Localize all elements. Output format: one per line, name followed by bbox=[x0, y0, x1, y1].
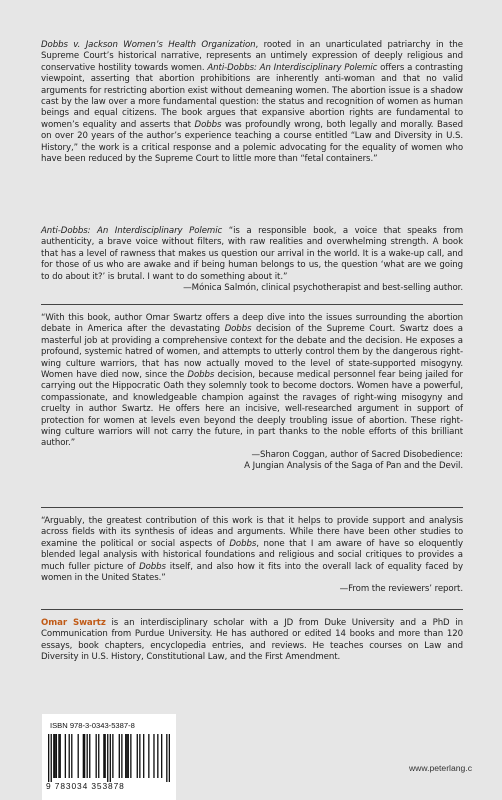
text-segment: “With this book, author Omar Swartz offers a deep dive into the issues surrounding the abortion debate in America after the devastating bbox=[41, 313, 463, 335]
text-segment: offers a contrasting viewpoint, asserting that abortion prohibitions are inherently anti-woman and that no valid arguments for restricting abortion exist without demeaning women. The abortion issue is a shadow cast by the law over a more fundamental question: the status and recognition of women as human beings and equal citizens. The book argues that expansive abortion rights are fundamental to women’s equality and asserts that bbox=[41, 62, 463, 130]
publisher-website[interactable]: www.peterlang.c bbox=[408, 763, 472, 773]
barcode-bar bbox=[56, 734, 57, 778]
barcode-bar bbox=[103, 734, 104, 778]
barcode-bar bbox=[130, 734, 131, 778]
barcode-bars bbox=[48, 734, 170, 782]
review-coggan-attribution-line2: A Jungian Analysis of the Saga of Pan and the Devil. bbox=[244, 461, 463, 472]
author-bio-text: is an interdisciplinary scholar with a JD from Duke University and a PhD in Communication from Purdue University. He has authored or edited 14 books and more than 120 essays, book chapters, encyclopedia entries, and reviews. He teaches courses on Law and Diversity in U.S. History, Constitutional Law, and the First Amendment. bbox=[41, 618, 463, 663]
isbn-label: ISBN 978-3-0343-5387-8 bbox=[50, 721, 135, 730]
review-salmon-attribution: —Mónica Salmón, clinical psychotherapist and best-selling author. bbox=[183, 283, 463, 294]
barcode-bar bbox=[128, 734, 129, 778]
author-bio bbox=[41, 618, 463, 664]
intro-blurb bbox=[41, 40, 463, 165]
barcode-bar bbox=[78, 734, 79, 778]
barcode-bar bbox=[107, 734, 108, 782]
text-segment: itself, and also how it fits into the overall lack of equality faced by women in the United States.” bbox=[41, 561, 463, 584]
text-segment: Dobbs bbox=[229, 538, 257, 549]
divider-1 bbox=[41, 304, 463, 305]
barcode-bar bbox=[110, 734, 111, 782]
barcode-bar bbox=[83, 734, 84, 778]
divider-3 bbox=[41, 609, 463, 610]
text-segment: , rooted in an unarticulated patriarchy in the Supreme Court’s historical narrative, represents an untimely expression of deeply religious and conservative hostility towards women. bbox=[41, 40, 463, 73]
barcode-bar bbox=[48, 734, 49, 782]
author-bio-paragraph bbox=[41, 618, 463, 664]
text-segment: decision of the Supreme Court. Swartz does a masterful job at providing a comprehensive context for the debate and the decision. He exposes a profound, systemic hatred of women, and attempts to utterly control them by the dangerous right-wing culture warriors, that has now actually moved to the level of state-supported misogyny. Women have died now, since the bbox=[41, 324, 463, 381]
barcode-bar bbox=[139, 734, 140, 778]
review-salmon bbox=[41, 226, 463, 294]
text-segment: Dobbs bbox=[224, 324, 252, 335]
barcode-bar bbox=[161, 734, 162, 778]
review-reviewers bbox=[41, 516, 463, 596]
barcode-bar bbox=[148, 734, 149, 778]
author-name: Omar Swartz bbox=[41, 618, 106, 628]
review-reviewers-quote bbox=[41, 516, 463, 584]
text-segment: Anti-Dobbs: An Interdisciplinary Polemic bbox=[41, 226, 223, 236]
barcode-bar bbox=[98, 734, 99, 778]
barcode-bar bbox=[96, 734, 97, 778]
barcode-bar bbox=[54, 734, 55, 778]
barcode-bar bbox=[105, 734, 106, 778]
barcode-bar bbox=[84, 734, 85, 778]
divider-2 bbox=[41, 507, 463, 508]
review-reviewers-attribution: —From the reviewers’ report. bbox=[339, 584, 463, 595]
intro-paragraph bbox=[41, 40, 463, 165]
barcode-bar bbox=[60, 734, 61, 778]
text-segment: Dobbs bbox=[194, 119, 222, 130]
barcode-digits: 9 783034 353878 bbox=[46, 781, 125, 791]
isbn-barcode bbox=[42, 714, 176, 800]
barcode-bar bbox=[51, 734, 52, 782]
barcode-bar bbox=[126, 734, 127, 778]
review-coggan-quote bbox=[41, 313, 463, 450]
text-segment: Anti-Dobbs: An Interdisciplinary Polemic bbox=[207, 62, 378, 73]
review-salmon-quote bbox=[41, 226, 463, 283]
text-segment: , none that I am aware of have so eloquently blended legal analysis with historical foundations and religious and social critiques to provides a much fuller picture of bbox=[41, 538, 463, 572]
barcode-bar bbox=[119, 734, 120, 778]
review-coggan-attribution-line1: —Sharon Coggan, author of Sacred Disobedience: bbox=[251, 449, 463, 460]
text-segment: was profoundly wrong, both legally and morally. Based on over 20 years of the author’s experience teaching a course entitled “Law and Diversity in U.S. History,” the work is a critical response and a polemic advocating for the equality of women who have been reduced by the Supreme Court to little more than “fetal containers.” bbox=[41, 119, 463, 165]
barcode-bar bbox=[121, 734, 122, 778]
text-segment: decision, because medical personnel fear being jailed for carrying out the Hippocratic Oath they solemnly took to become doctors. Women have a powerful, compassionate, and knowledgeable champion against the ravages of right-wing misogyny and cruelty in author Swartz. He offers here an incisive, well-researched argument in support of protection for women at levels even beyond the deeply troubling issue of abortion. These right-wing culture warriors will not carry the future, in part thanks to the noble efforts of this brilliant author.” bbox=[41, 370, 463, 449]
barcode-bar bbox=[137, 734, 138, 778]
barcode-bar bbox=[143, 734, 144, 778]
barcode-bar bbox=[71, 734, 72, 778]
barcode-bar bbox=[65, 734, 66, 778]
barcode-bar bbox=[69, 734, 70, 778]
barcode-bar bbox=[169, 734, 170, 782]
text-segment: Dobbs bbox=[187, 370, 215, 381]
barcode-bar bbox=[53, 734, 54, 778]
barcode-bar bbox=[125, 734, 126, 778]
barcode-bar bbox=[112, 734, 113, 778]
text-segment: Dobbs bbox=[139, 561, 166, 572]
text-segment: “is a responsible book, a voice that speaks from authenticity, a brave voice without filters, with raw realities and overwhelming strength. A book that has a level of rawness that makes us question our arrival in the world. It is a wake-up call, and for those of us who are awake and if being human belongs to us, the question ‘what are we going to do about it?’ is brutal. I want to do something about it.” bbox=[41, 226, 463, 282]
barcode-bar bbox=[89, 734, 90, 778]
text-segment: “Arguably, the greatest contribution of this work is that it helps to provide support and analysis across fields with its synthesis of ideas and arguments. While there have been other studies to examine the political or social aspects of bbox=[41, 516, 463, 549]
barcode-bar bbox=[153, 734, 154, 778]
text-segment: Dobbs v. Jackson Women’s Health Organization bbox=[41, 40, 256, 50]
barcode-bar bbox=[58, 734, 59, 778]
review-coggan bbox=[41, 313, 463, 473]
barcode-bar bbox=[157, 734, 158, 778]
barcode-bar bbox=[87, 734, 88, 778]
barcode-bar bbox=[166, 734, 167, 782]
